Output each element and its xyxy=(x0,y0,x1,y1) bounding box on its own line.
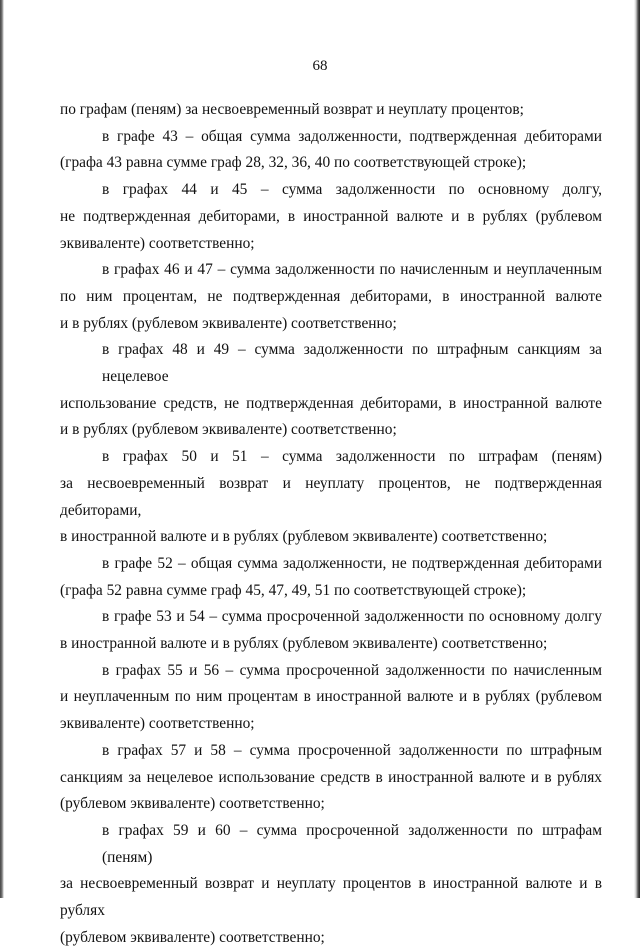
text-line: эквиваленте) соответственно; xyxy=(60,234,255,252)
body-text xyxy=(60,97,602,952)
paragraph xyxy=(60,124,602,177)
text-line: в иностранной валюте и в рублях (рублевом эквиваленте) соответственно; xyxy=(60,635,548,653)
text-line: за несвоевременный возврат и неуплату процентов, не подтвержденная дебиторами, xyxy=(60,474,602,519)
text-line: (графа 43 равна сумме граф 28, 32, 36, 40 по соответствующей строке); xyxy=(60,154,527,172)
text-line: (графа 52 равна сумме граф 45, 47, 49, 51 по соответствующей строке); xyxy=(60,581,527,599)
text-line: и неуплаченным по ним процентам в иностранной валюте и в рублях (рублевом xyxy=(60,688,602,706)
text-line: в графе 53 и 54 – сумма просроченной задолженности по основному долгу xyxy=(102,608,602,626)
text-line: по ним процентам, не подтвержденная дебиторами, в иностранной валюте xyxy=(60,287,602,305)
paragraph xyxy=(60,97,602,124)
paragraph xyxy=(60,444,602,551)
text-line: в графах 44 и 45 – сумма задолженности по основному долгу, xyxy=(102,181,602,199)
paragraph xyxy=(60,257,602,337)
paragraph xyxy=(60,658,602,738)
text-line: эквиваленте) соответственно; xyxy=(60,715,255,733)
paragraph xyxy=(60,177,602,257)
text-line: и в рублях (рублевом эквиваленте) соответственно; xyxy=(60,421,397,439)
scan-edge-right xyxy=(634,0,640,898)
text-line: (рублевом эквиваленте) соответственно; xyxy=(60,795,325,813)
paragraph xyxy=(60,551,602,604)
text-line: и в рублях (рублевом эквиваленте) соответственно; xyxy=(60,314,397,332)
text-line: использование средств, не подтвержденная дебиторами, в иностранной валюте xyxy=(60,394,602,412)
text-line: в графах 46 и 47 – сумма задолженности по начисленным и неуплаченным xyxy=(102,261,602,279)
text-line: в графах 55 и 56 – сумма просроченной задолженности по начисленным xyxy=(102,661,602,679)
text-line: за несвоевременный возврат и неуплату процентов в иностранной валюте и в рублях xyxy=(60,875,602,920)
scan-edge-left xyxy=(0,0,4,898)
text-line: в графах 59 и 60 – сумма просроченной задолженности по штрафам (пеням) xyxy=(102,821,602,866)
text-line: в графах 50 и 51 – сумма задолженности по штрафам (пеням) xyxy=(102,448,602,466)
paragraph xyxy=(60,604,602,657)
paragraph xyxy=(60,337,602,444)
text-line: в графе 43 – общая сумма задолженности, подтвержденная дебиторами xyxy=(102,127,602,145)
text-line: по графам (пеням) за несвоевременный возврат и неуплату процентов; xyxy=(60,101,524,118)
paragraph xyxy=(60,818,602,952)
page-number: 68 xyxy=(312,58,328,74)
text-line: санкциям за нецелевое использование средств в иностранной валюте и в рублях xyxy=(60,768,602,786)
text-line: в графах 48 и 49 – сумма задолженности по штрафным санкциям за нецелевое xyxy=(102,341,602,386)
text-line: в иностранной валюте и в рублях (рублевом эквиваленте) соответственно; xyxy=(60,528,548,546)
text-line: в графе 52 – общая сумма задолженности, не подтвержденная дебиторами xyxy=(102,554,602,572)
text-line: в графах 57 и 58 – сумма просроченной задолженности по штрафным xyxy=(102,741,602,759)
text-line: не подтвержденная дебиторами, в иностранной валюте и в рублях (рублевом xyxy=(60,207,602,225)
paragraph xyxy=(60,738,602,818)
text-line: (рублевом эквиваленте) соответственно; xyxy=(60,928,325,946)
